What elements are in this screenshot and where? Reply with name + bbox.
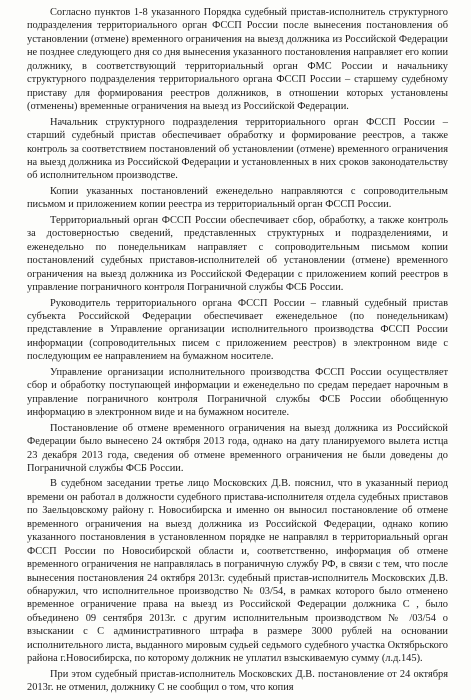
paragraph-not-cancelled: При этом судебный пристав-исполнитель Московских Д.В. постановление от 24 октября 2013г. не отменил, должнику С не сообщил о том, что копия [27,668,448,694]
paragraph-senior-bailiff: Начальник структурного подразделения территориального орган ФССП России – старший судебный пристав обеспечивает обработку и формирование реестров, а также контроль за соответствием постановлений об установлении (отмене) временного ограничения на выезд должника из Российской Федерации и установленных в них сроков законодательству об исполнительном производстве. [27,116,448,182]
paragraph-procedure-points: Согласно пунктов 1-8 указанного Порядка судебный пристав-исполнитель структурного подразделения территориального орган ФССП России после вынесения постановления об установлении (отмене) временного ограничения на выезд должника из Российской Федерации не позднее следующего дня со дня вынесения указанного постановления направляет его копии должнику, в соответствующий территориальный орган ФМС России и начальнику структурного подразделения территориального органа ФССП России – старшему судебному приставу для формирования реестров должников, в отношении которых установлены (отменены) временные ограничения на выезд из Российской Федерации. [27,7,449,113]
document-page [27,6,448,696]
paragraph-chief-bailiff: Руководитель территориального органа ФССП России – главный судебный пристав субъекта Российской Федерации обеспечивает еженедельное (по понедельникам) представление в Управление организации исполнительного производства ФССП России информации (сопроводительных писем с приложением реестров) в электронном виде с последующим ее направлением на бумажном носителе. [27,297,448,363]
paragraph-territorial-body: Территориальный орган ФССП России обеспечивает сбор, обработку, а также контроль за достоверностью сведений, представленных структурных и подразделениями, и еженедельно по понедельникам направляет с сопроводительным письмом копии постановлений судебных приставов-исполнителей об установлении (отмене) временного ограничения на выезд должника из Российской Федерации с приложением копий реестров в управление пограничного контроля Пограничной службы ФСБ России. [27,214,448,294]
paragraph-enforcement-directorate: Управление организации исполнительного производства ФССП России осуществляет сбор и обработку поступающей информации и еженедельно по средам передает нарочным в управление пограничного контроля Пограничной службы ФСБ России обобщенную информацию в электронном виде и на бумажном носителе. [27,366,448,419]
paragraph-cancellation-order: Постановление об отмене временного ограничения на выезд должника из Российской Федерации было вынесено 24 октября 2013 года, однако на дату планируемого вылета истца 23 декабря 2013 года, сведения об отмене временного ограничения не были доведены до Пограничной службы ФСБ России. [27,422,448,474]
paragraph-court-hearing: В судебном заседании третье лицо Московских Д.В. пояснил, что в указанный период времени он работал в должности судебного пристава-исполнителя отдела судебных приставов по Заельцовскому району г. Новосибирска и именно он выносил постановление об отмене временного ограничения на выезд должника из Российской Федерации, однако копию указанного постановления в установленном порядке не направлял в территориальный орган ФССП России по Новосибирской области и, соответственно, информация об отмене временного ограничения не направлялась в пограничную службу РФ, в связи с тем, что после вынесения постановления 24 октября 2013г. судебный пристав-исполнитель Московских Д.В. обнаружил, что исполнительное производство № 03/54, в рамках которого было отменено временное ограничение права на выезд из Российской Федерации должника С , было объединено 09 сентября 2013г. с другим исполнительным производством № /03/54 о взыскании с С административного штрафа в размере 3000 рублей на основании исполнительного листа, выданного мировым судьей седьмого судебного участка Октябрьского района г.Новосибирска, по которому должник не уплатил взыскиваемую сумму (л.д.145). [27,478,448,665]
paragraph-copies-weekly: Копии указанных постановлений еженедельно направляются с сопроводительным письмом и приложением копии реестра из территориальный орган ФССП России. [27,185,448,211]
